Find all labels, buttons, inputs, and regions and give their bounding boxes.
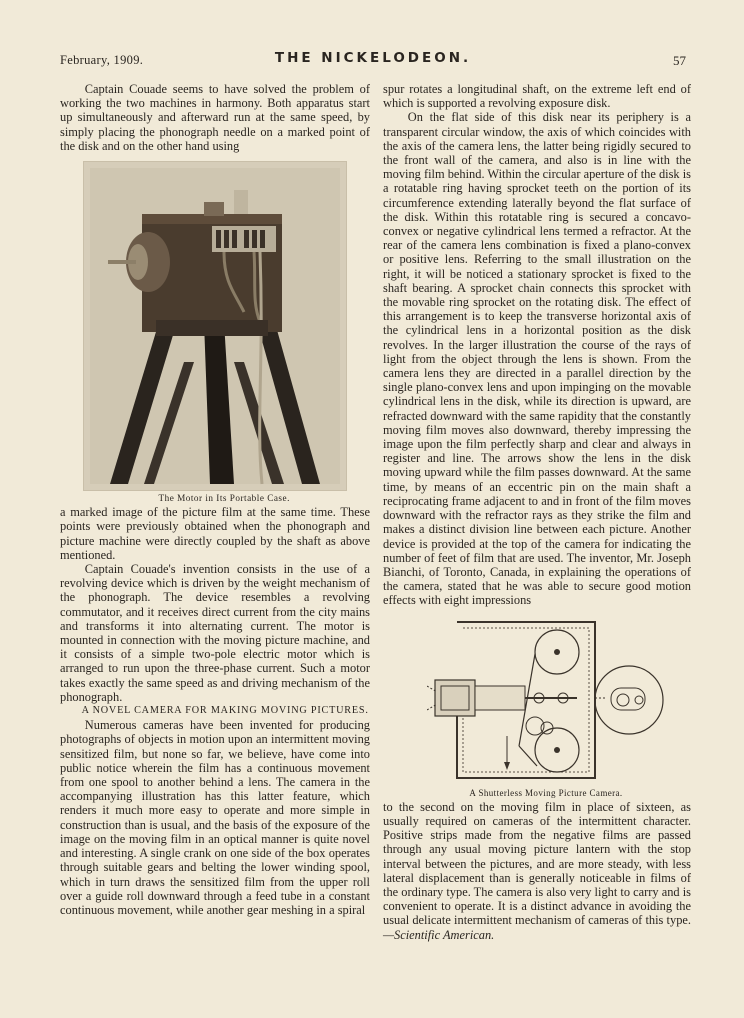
motor-photograph	[83, 161, 347, 491]
motor-figure-caption: The Motor in Its Portable Case.	[158, 493, 290, 504]
left-column	[60, 82, 370, 917]
right-column	[383, 82, 691, 942]
right-paragraph-3	[383, 800, 691, 942]
right-paragraph-3-text: to the second on the moving film in place of sixteen, as usually required on cameras of the intermittent character. Positive strips made from the negative films are passed through any usual moving picture lantern with the stop interval between the pictures, and are more steady, with less lateral displacement than is generally noticeable in films of the ordinary type. The camera is also very light to carry and is convenient to operate. It is a distinct advance in avoiding the usual delicate intermittent mechanism of cameras of this type.	[383, 799, 691, 928]
source-signoff: —Scientific American.	[383, 927, 495, 942]
left-paragraph-3: Captain Couade's invention consists in the use of a revolving device which is driven by the weight mechanism of the phonograph. The device resembles a revolving commutator, and it receives direct current from the city mains and transforms it into alternating current. The motor is mounted in connection with the moving picture machine, and it consists of a simple two-pole electric motor which is arranged to run upon the three-phase current. Such a motor takes exactly the same speed as and driving mechanism of the phonograph.	[60, 562, 370, 704]
camera-diagram	[427, 616, 665, 786]
left-paragraph-1: Captain Couade seems to have solved the problem of working the two machines in harmony. Both apparatus start up simultaneously and afterward run at the same speed, by simply placing the phonograph needle on a marked point of the disk and on the other hand using	[60, 82, 370, 153]
section-heading: A NOVEL CAMERA FOR MAKING MOVING PICTURES.	[81, 705, 369, 717]
left-paragraph-4: Numerous cameras have been invented for producing photographs of objects in motion upon an intermittent moving sensitized film, but none so far, we believe, have come into public notice wherein the film has a continuous movement from one spool to another behind a lens. The camera in the accompanying illustration has this latter feature, which renders it much more easy to operate and more simple in construction than is usual, and the basis of the exposure of the image on the moving film in an optical manner is quite novel and interesting. A single crank on one side of the box operates through suitable gears and belting the lower winding spool, which in turn draws the sensitized film from the upper roll over a guide roll downward through a feed tube in a constant continuous movement, while another gear meshing in a spiral	[60, 718, 370, 917]
right-paragraph-1: spur rotates a longitudinal shaft, on the extreme left end of which is supported a revolving exposure disk.	[383, 82, 691, 111]
page-number: 57	[673, 53, 686, 68]
running-head	[60, 50, 686, 70]
issue-date: February, 1909.	[60, 53, 144, 67]
magazine-title: THE NICKELODEON.	[274, 50, 472, 66]
right-paragraph-2: On the flat side of this disk near its periphery is a transparent circular window, the axis of which coincides with the axis of the camera lens, the latter being rigidly secured to the front wall of the camera, and also is in line with the moving film behind. Within the circular aperture of the disk is a rotatable ring having sprocket teeth on the portion of its circumference extending laterally beyond the flat surface of the disk. Within this rotatable ring is secured a concavo-convex or negative cylindrical lens termed a refractor. At the rear of the camera lens combination is fixed a plano-convex or positive lens. Referring to the small illustration on the right, it will be noticed a stationary sprocket is fixed to the shaft bearing. A sprocket chain connects this sprocket with the movable ring sprocket on the rotating disk. The effect of this arrangement is to keep the transverse horizontal axis of the cylindrical lens in a horizontal position as the disk revolves. In the larger illustration the course of the rays of light from the object through the lens is shown. From the camera lens they are directed in a parallel direction by the single plano-convex lens and upon impinging on the movable cylindrical lens in the disk, while its direction is upward, are refracted downward with the same rapidity that the constantly moving film moves also downward, thereby impressing the image upon the film perfectly sharp and clear and always in register and line. The arrows show the lens in the disk moving upward while the film passes downward. At the same time, by means of an eccentric pin on the main shaft a reciprocating frame adjacent to and in front of the film moves downward with the refractor rays as they strike the film and makes a distinct division line between each picture. Another device is provided at the top of the camera for indicating the number of feet of film that are used. The inventor, Mr. Joseph Bianchi, of Toronto, Canada, in explaining the operations of the camera, stated that he was able to secure good motion effects with eight impressions	[383, 110, 691, 608]
left-paragraph-2: a marked image of the picture film at the same time. These points were previously obtained when the phonograph and picture machine were directly coupled by the shaft as above mentioned.	[60, 505, 370, 562]
camera-figure-caption: A Shutterless Moving Picture Camera.	[469, 787, 623, 798]
